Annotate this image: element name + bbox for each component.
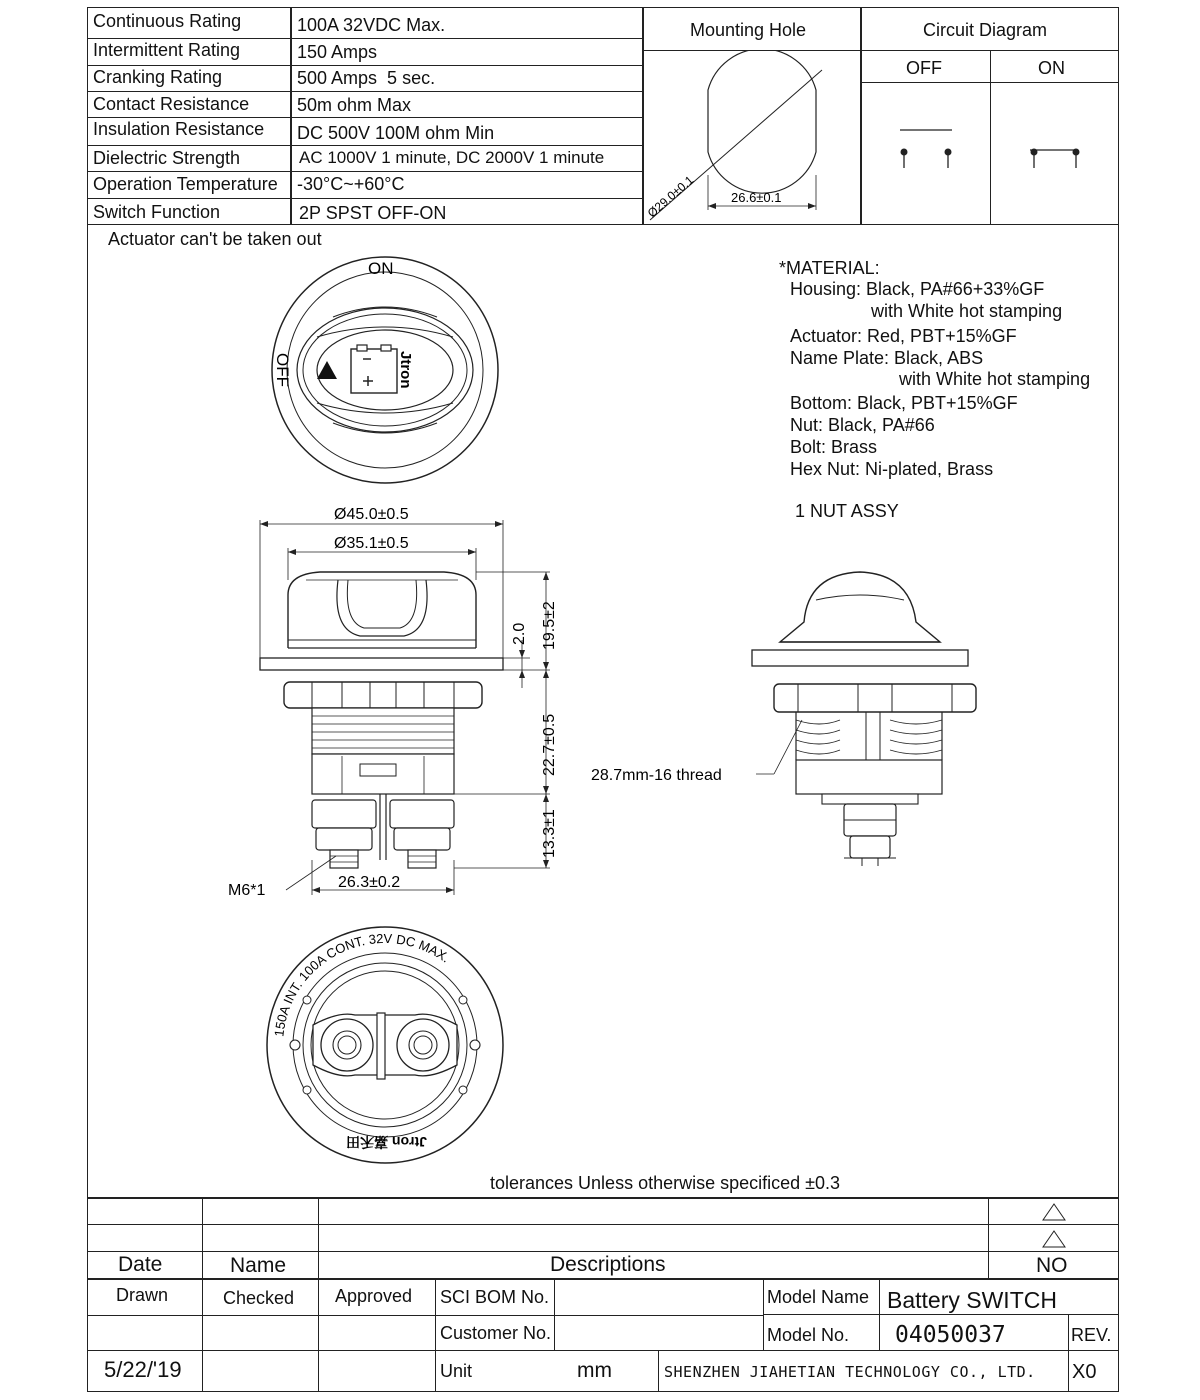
material-line: Bolt: Brass	[790, 437, 878, 457]
unit-label: Unit	[440, 1361, 473, 1381]
direction-arrow-icon	[317, 361, 337, 379]
thread-callout: 28.7mm-16 thread	[591, 767, 722, 784]
rev-descriptions-header: Descriptions	[550, 1253, 666, 1276]
spec-value: 2P SPST OFF-ON	[299, 203, 447, 223]
spec-label: Operation Temperature	[93, 174, 278, 194]
spec-value: -30°C~+60°C	[297, 174, 405, 194]
unit-value: mm	[577, 1359, 612, 1382]
spec-label: Switch Function	[93, 202, 221, 222]
spec-value: AC 1000V 1 minute, DC 2000V 1 minute	[299, 148, 605, 167]
model-name-label: Model Name	[767, 1287, 870, 1307]
dim-d45: Ø45.0±0.5	[334, 506, 409, 523]
material-title: *MATERIAL:	[779, 258, 880, 278]
spec-label: Cranking Rating	[93, 67, 223, 87]
material-line: Housing: Black, PA#66+33%GF	[790, 279, 1045, 299]
sci-bom-label: SCI BOM No.	[440, 1287, 550, 1307]
company-name: SHENZHEN JIAHETIAN TECHNOLOGY CO., LTD.	[664, 1363, 1036, 1381]
spec-value: 50m ohm Max	[297, 95, 412, 115]
side-view-drawing	[580, 560, 980, 880]
spec-label: Insulation Resistance	[93, 119, 265, 139]
assembly-note: 1 NUT ASSY	[795, 501, 899, 521]
rev-no-header: NO	[1036, 1254, 1068, 1277]
mounting-hole-diagram	[642, 50, 860, 225]
rev-date-header: Date	[118, 1253, 163, 1276]
bottom-ring-text-path: 150A INT. 100A CONT. 32V DC MAX.	[271, 930, 453, 1038]
mounting-hole-diameter-dim: Ø29.0±0.1	[644, 172, 697, 221]
tolerance-note: tolerances Unless otherwise specificed ±0.3	[490, 1173, 841, 1193]
top-view-off-label: OFF	[273, 353, 292, 387]
bottom-view-drawing	[255, 915, 515, 1175]
spec-value: 100A 32VDC Max.	[297, 15, 446, 35]
rev-value: X0	[1072, 1361, 1097, 1383]
circuit-off-label: OFF	[906, 58, 942, 78]
customer-no-label: Customer No.	[440, 1323, 552, 1343]
spec-label: Dielectric Strength	[93, 148, 241, 168]
dim-h22: 22.7±0.5	[541, 713, 558, 776]
top-view-on-label: ON	[368, 259, 394, 278]
material-line: Hex Nut: Ni-plated, Brass	[790, 459, 994, 479]
drawn-label: Drawn	[116, 1285, 169, 1305]
bottom-brand-text: Jtron 嘉禾田	[346, 1134, 427, 1150]
rev-name-header: Name	[230, 1254, 287, 1277]
material-line: Actuator: Red, PBT+15%GF	[790, 326, 1017, 346]
material-line: Nut: Black, PA#66	[790, 415, 935, 435]
approved-label: Approved	[335, 1286, 413, 1306]
spec-value: 150 Amps	[297, 42, 378, 62]
dim-d35: Ø35.1±0.5	[334, 535, 409, 552]
drawing-date: 5/22/'19	[104, 1357, 182, 1382]
model-no-label: Model No.	[767, 1325, 850, 1345]
material-line: with White hot stamping	[871, 301, 1063, 321]
dim-h19: 19.5±2	[541, 601, 558, 650]
dim-w26: 26.3±0.2	[338, 874, 401, 891]
top-view-logo: Jtron	[397, 351, 414, 389]
circuit-diagram-symbols	[860, 82, 1119, 225]
actuator-note: Actuator can't be taken out	[108, 229, 322, 249]
revision-triangle-icon	[1042, 1230, 1066, 1248]
model-no-value: 04050037	[895, 1322, 1006, 1348]
material-line: Name Plate: Black, ABS	[790, 348, 984, 368]
circuit-diagram-title: Circuit Diagram	[923, 20, 1048, 40]
spec-value: 500 Amps 5 sec.	[297, 68, 436, 88]
circuit-on-label: ON	[1038, 58, 1065, 78]
dim-h13: 13.3±1	[541, 809, 558, 858]
spec-value: DC 500V 100M ohm Min	[297, 123, 495, 143]
spec-label: Continuous Rating	[93, 11, 242, 31]
spec-label: Intermittent Rating	[93, 40, 241, 60]
front-view-drawing	[220, 500, 590, 895]
dim-m6: M6*1	[228, 882, 266, 895]
rev-label: REV.	[1071, 1325, 1112, 1345]
checked-label: Checked	[223, 1288, 295, 1308]
dim-h2: 2.0	[511, 622, 528, 645]
top-view-drawing	[255, 255, 515, 495]
mounting-hole-title: Mounting Hole	[690, 20, 807, 40]
spec-label: Contact Resistance	[93, 94, 250, 114]
revision-triangle-icon	[1042, 1203, 1066, 1221]
material-line: Bottom: Black, PBT+15%GF	[790, 393, 1018, 413]
model-name-value: Battery SWITCH	[887, 1287, 1057, 1313]
mounting-hole-flat-dim: 26.6±0.1	[731, 190, 782, 205]
material-line: with White hot stamping	[899, 369, 1091, 389]
